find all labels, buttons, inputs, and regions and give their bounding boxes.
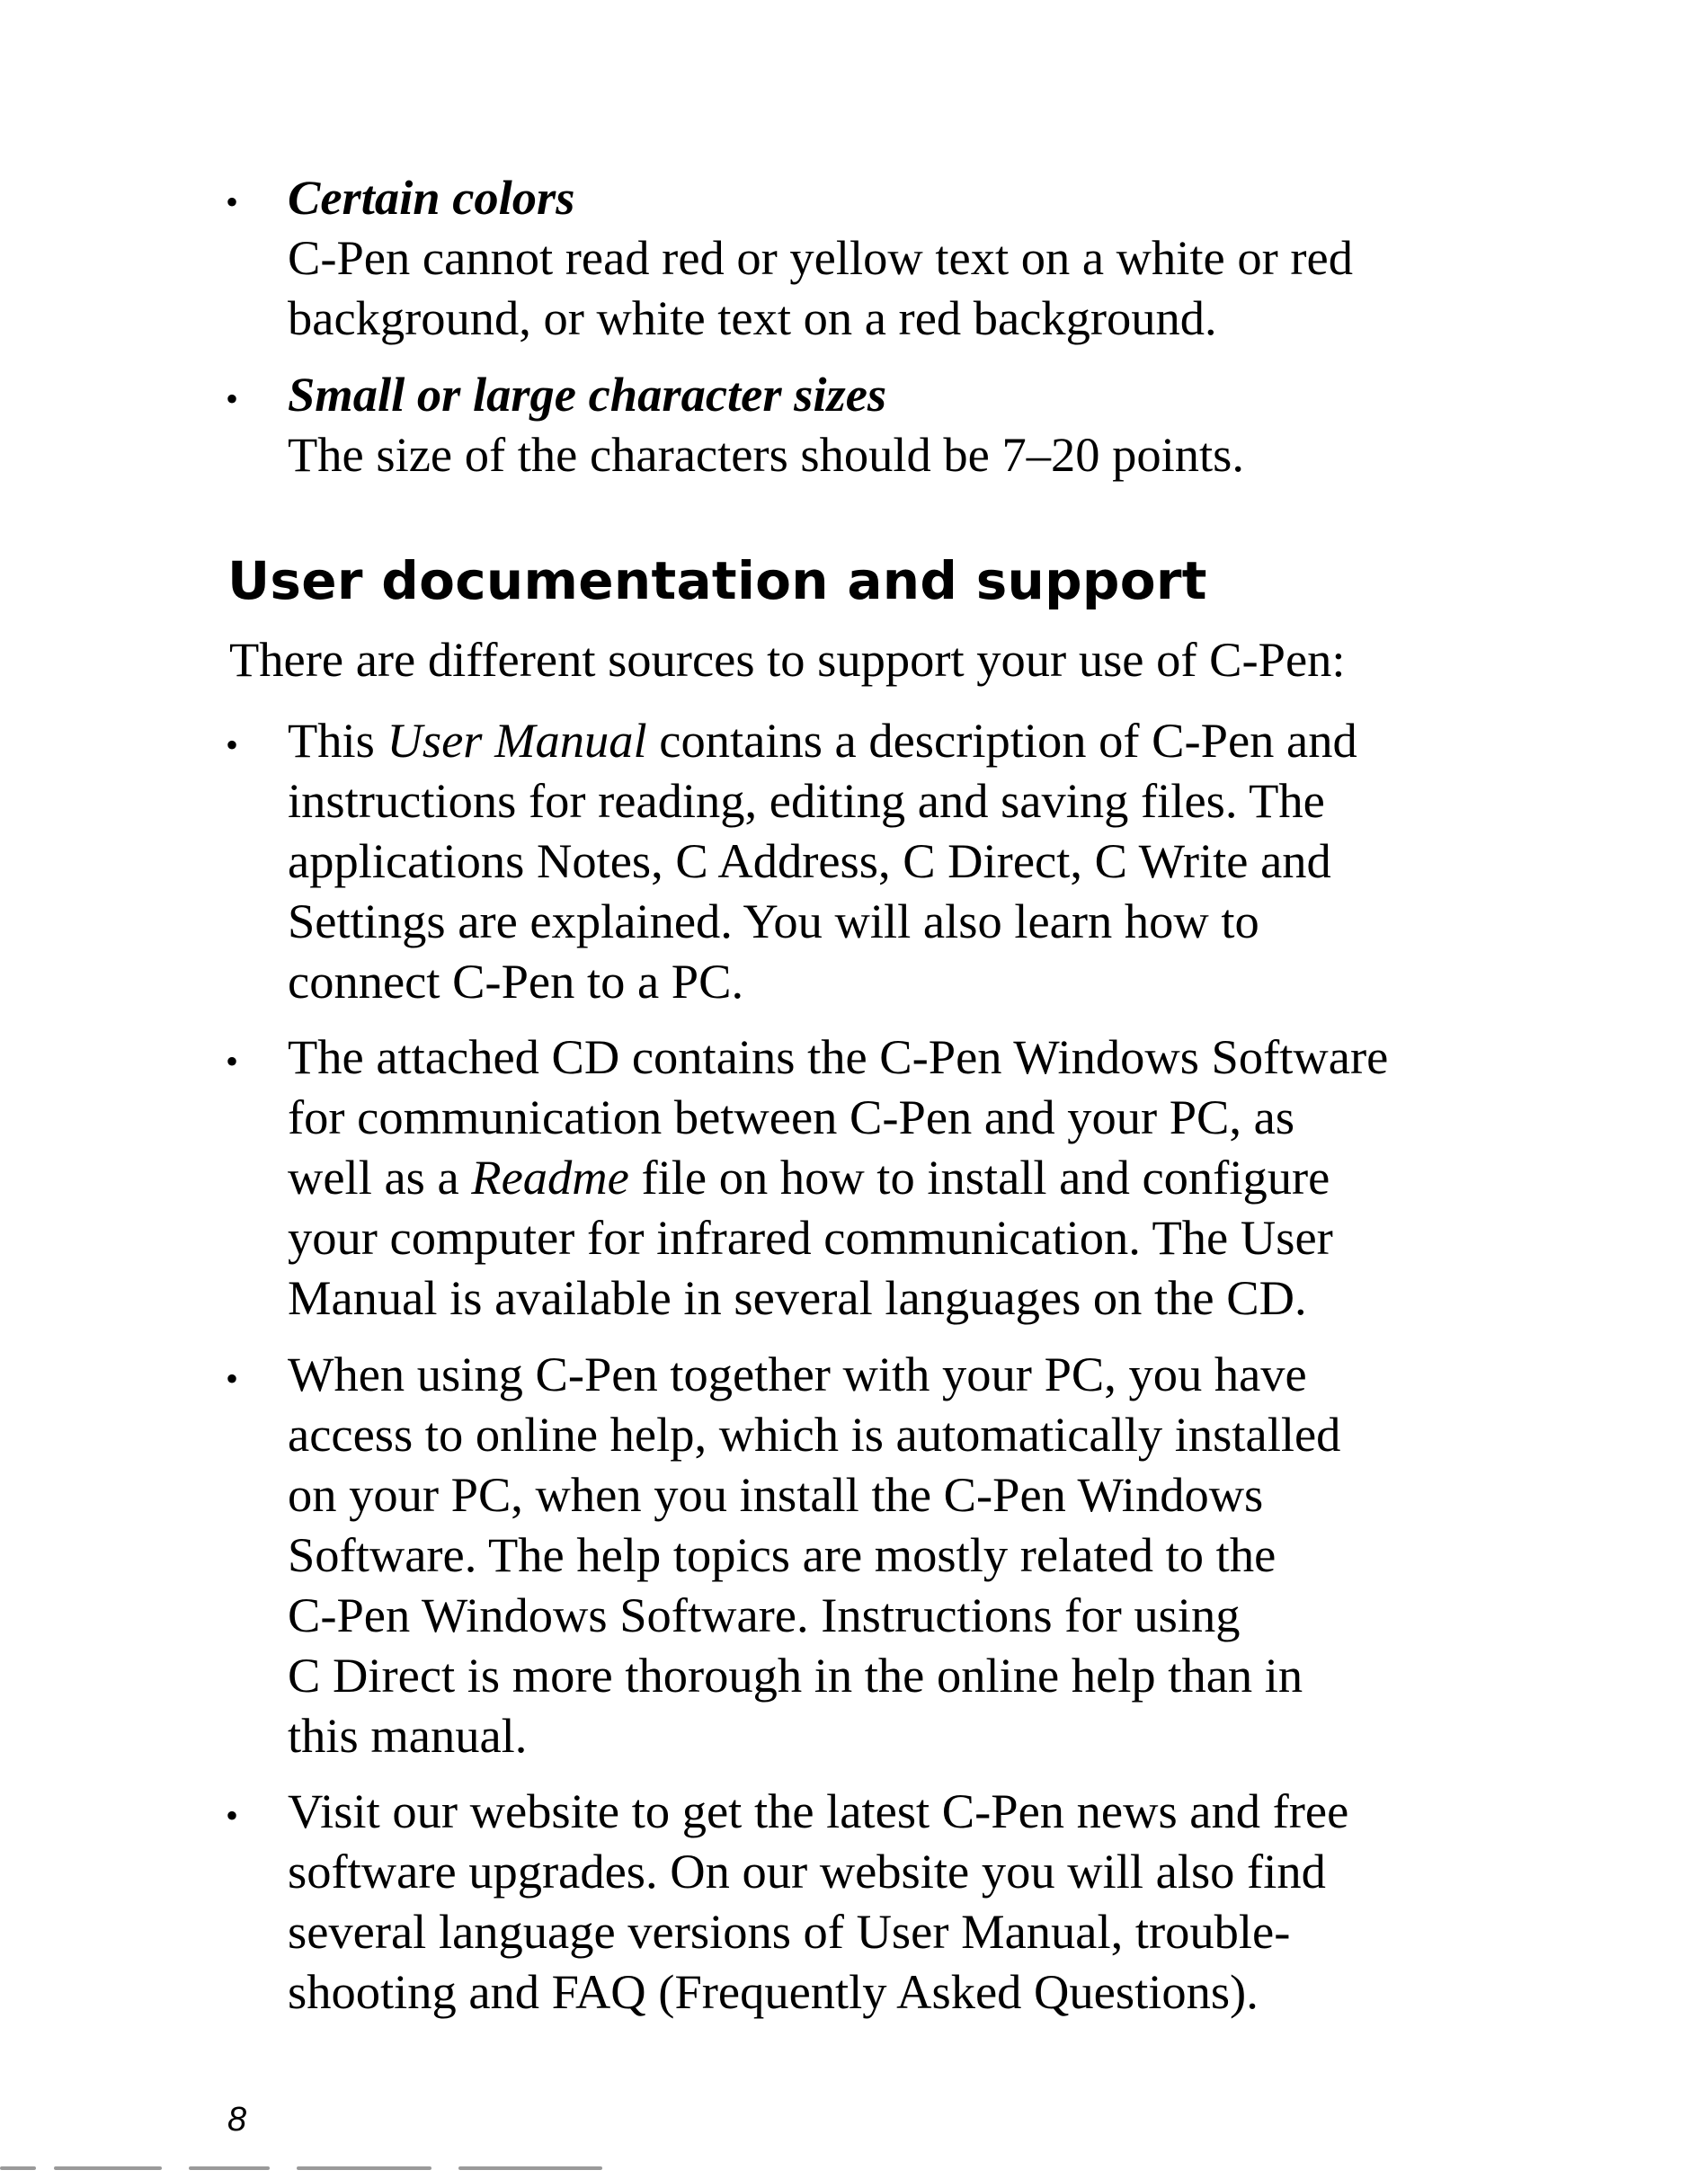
page-number: 8 (227, 2101, 247, 2139)
source-text-line: applications Notes, C Address, C Direct, C Write and (288, 833, 1331, 888)
source-text-line: for communication between C-Pen and your PC, as (288, 1090, 1295, 1144)
footer-print-mark (0, 2166, 683, 2172)
source-text-line: C-Pen Windows Software. Instructions for using (288, 1588, 1241, 1642)
source-text-line: When using C-Pen together with your PC, you have (288, 1347, 1307, 1401)
section-heading: User documentation and support (227, 550, 1207, 611)
print-mark-segment (54, 2166, 162, 2170)
source-text-line: software upgrades. On our website you will also find (288, 1844, 1326, 1899)
source-text-line: Software. The help topics are mostly related to the (288, 1527, 1277, 1582)
source-text-line: Visit our website to get the latest C-Pen news and free (288, 1783, 1349, 1838)
print-mark-segment (297, 2166, 431, 2170)
limitation-text-line: The size of the characters should be 7–20 points. (288, 427, 1244, 482)
source-text-line: Settings are explained. You will also learn how to (288, 894, 1259, 948)
source-text-line: this manual. (288, 1708, 528, 1763)
source-text-line: on your PC, when you install the C-Pen Windows (288, 1467, 1264, 1522)
bullet-icon: • (226, 378, 239, 419)
print-mark-segment (458, 2166, 602, 2170)
limitation-text-line: C-Pen cannot read red or yellow text on a white or red (288, 230, 1353, 285)
source-text-line: The attached CD contains the C-Pen Windows Software (288, 1029, 1389, 1084)
bullet-icon: • (226, 182, 239, 222)
source-text-line (288, 710, 1510, 770)
bullet-icon: • (226, 725, 239, 765)
source-text-line (288, 1147, 1510, 1207)
text-fragment: file on how to install and configure (628, 1150, 1330, 1205)
source-text-line: your computer for infrared communication. The User (288, 1210, 1333, 1265)
source-text-line: Manual is available in several languages on the CD. (288, 1270, 1307, 1325)
source-text-line: instructions for reading, editing and saving files. The (288, 773, 1325, 828)
bullet-icon: • (226, 1358, 239, 1399)
user-manual-title: User Manual (387, 713, 647, 768)
bullet-icon: • (226, 1795, 239, 1836)
print-mark-segment (0, 2166, 36, 2170)
source-text-line: connect C-Pen to a PC. (288, 954, 744, 1009)
text-fragment: well as a (288, 1150, 472, 1205)
limitation-title: Small or large character sizes (288, 367, 887, 422)
section-intro: There are different sources to support your use of C-Pen: (229, 632, 1346, 687)
text-fragment: This (288, 713, 387, 768)
source-text-line: shooting and FAQ (Frequently Asked Questions). (288, 1964, 1259, 2019)
readme-title: Readme (471, 1150, 629, 1205)
print-mark-segment (189, 2166, 270, 2170)
source-text-line: C Direct is more thorough in the online help than in (288, 1648, 1303, 1703)
limitation-title: Certain colors (288, 170, 575, 225)
source-text-line: access to online help, which is automatically installed (288, 1407, 1341, 1462)
text-fragment: contains a description of C-Pen and (646, 713, 1357, 768)
source-text-line: several language versions of User Manual, trouble- (288, 1904, 1291, 1959)
limitation-text-line: background, or white text on a red background. (288, 290, 1217, 345)
bullet-icon: • (226, 1041, 239, 1081)
